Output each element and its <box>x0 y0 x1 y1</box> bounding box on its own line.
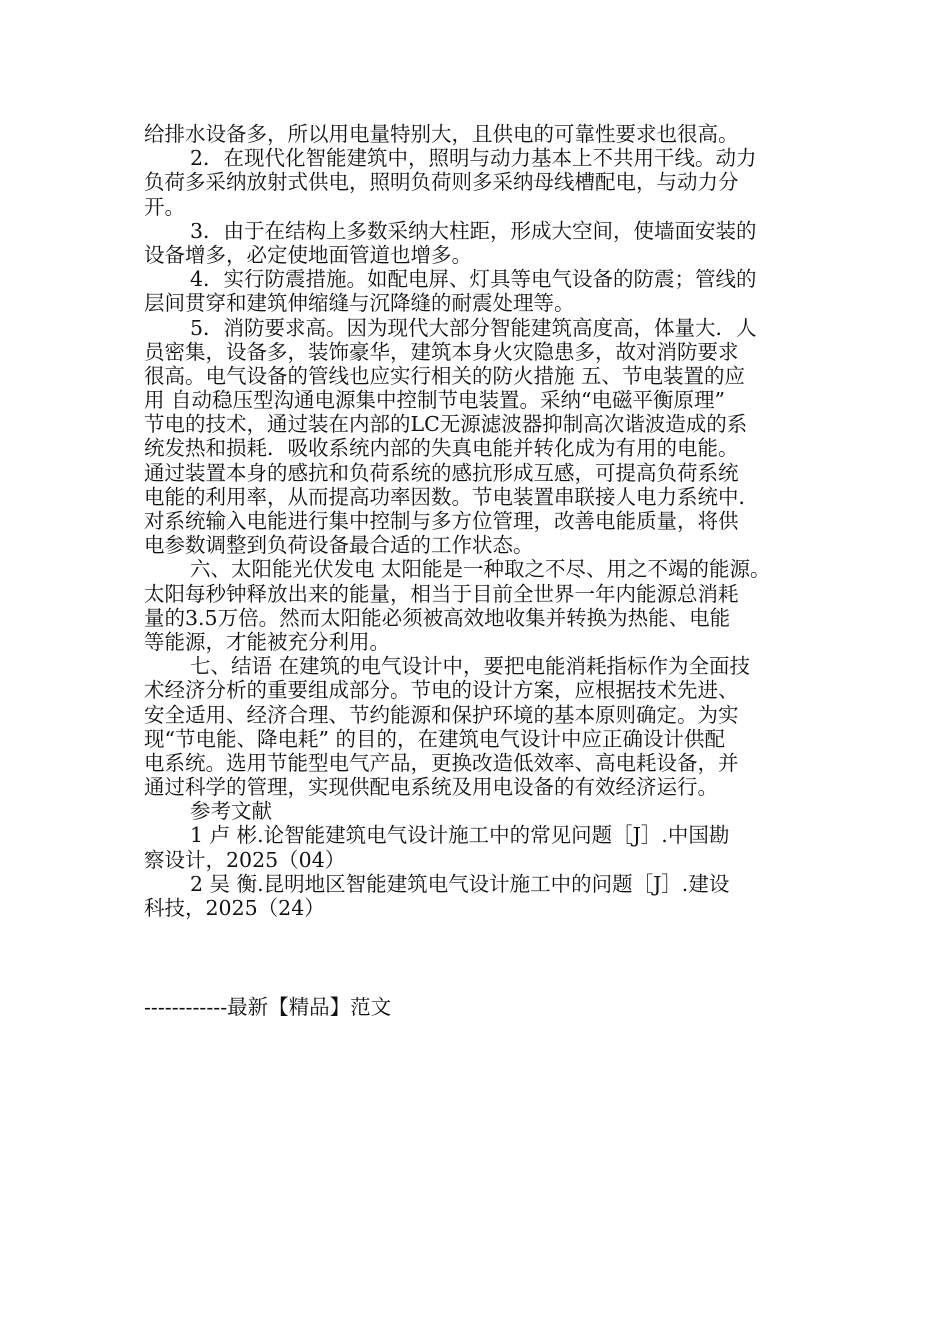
text-line: 负荷多采纳放射式供电，照明负荷则多采纳母线槽配电，与动力分 <box>144 170 739 195</box>
text-line: 很高。电气设备的管线也应实行相关的防火措施 五、节电装置的应 <box>144 363 746 388</box>
text-line: 5．消防要求高。因为现代大部分智能建筑高度高，体量大．人 <box>190 315 757 340</box>
text-line: 2 吴 衡.昆明地区智能建筑电气设计施工中的问题［J］.建设 <box>190 871 730 896</box>
text-line: 员密集，设备多，装饰豪华，建筑本身火灾隐患多，故对消防要求 <box>144 339 739 364</box>
footer-caption: ------------最新【精品】范文 <box>144 995 392 1019</box>
text-line: 通过科学的管理，实现供配电系统及用电设备的有效经济运行。 <box>144 775 718 800</box>
text-line: 用 自动稳压型沟通电源集中控制节电装置。采纳“电磁平衡原理” <box>144 388 725 413</box>
text-line: 节电的技术，通过装在内部的LC无源滤波器抑制高次谐波造成的系 <box>144 412 748 437</box>
text-line: 对系统输入电能进行集中控制与多方位管理，改善电能质量，将供 <box>144 509 739 533</box>
text-line: 电参数调整到负荷设备最合适的工作状态。 <box>144 533 534 558</box>
text-line: 通过装置本身的感抗和负荷系统的感抗形成互感，可提高负荷系统 <box>144 460 739 485</box>
document-body <box>144 122 816 920</box>
text-line: 4．实行防震措施。如配电屏、灯具等电气设备的防震；管线的 <box>190 267 757 292</box>
text-line: 电能的利用率，从而提高功率因数。节电装置串联接人电力系统中． <box>144 484 759 509</box>
text-line: 电系统。选用节能型电气产品，更换改造低效率、高电耗设备，并 <box>144 750 739 775</box>
text-line: 现“节电能、降电耗” 的目的，在建筑电气设计中应正确设计供配 <box>144 726 725 751</box>
text-line: 察设计，2025（04） <box>144 847 346 872</box>
text-line: 术经济分析的重要组成部分。节电的设计方案，应根据技术先进、 <box>144 678 739 703</box>
text-line: 七、结语 在建筑的电气设计中，要把电能消耗指标作为全面技 <box>190 654 751 679</box>
text-line: 等能源，才能被充分利用。 <box>144 629 390 654</box>
text-line: 太阳每秒钟释放出来的能量，相当于目前全世界一年内能源总消耗 <box>144 581 739 606</box>
text-line: 2．在现代化智能建筑中，照明与动力基本上不共用干线。动力 <box>190 146 757 171</box>
text-line: 参考文献 <box>190 799 272 824</box>
text-line: 3．由于在结构上多数采纳大柱距，形成大空间，使墙面安装的 <box>190 218 757 243</box>
text-line: 科技，2025（24） <box>144 896 325 920</box>
text-line: 层间贯穿和建筑伸缩缝与沉降缝的耐震处理等。 <box>144 291 575 316</box>
text-line: 六、太阳能光伏发电 太阳能是一种取之不尽、用之不竭的能源。 <box>190 557 771 582</box>
text-line: 开。 <box>144 194 185 219</box>
text-line: 1 卢 彬.论智能建筑电气设计施工中的常见问题［J］.中国勘 <box>190 823 730 848</box>
text-line: 给排水设备多，所以用电量特别大，且供电的可靠性要求也很高。 <box>144 122 739 146</box>
text-line: 设备增多，必定使地面管道也增多。 <box>144 242 472 267</box>
text-line: 统发热和损耗．吸收系统内部的失真电能并转化成为有用的电能。 <box>144 436 739 461</box>
text-line: 安全适用、经济合理、节约能源和保护环境的基本原则确定。为实 <box>144 702 739 727</box>
text-line: 量的3.5万倍。然而太阳能必须被高效地收集并转换为热能、电能 <box>144 605 731 630</box>
